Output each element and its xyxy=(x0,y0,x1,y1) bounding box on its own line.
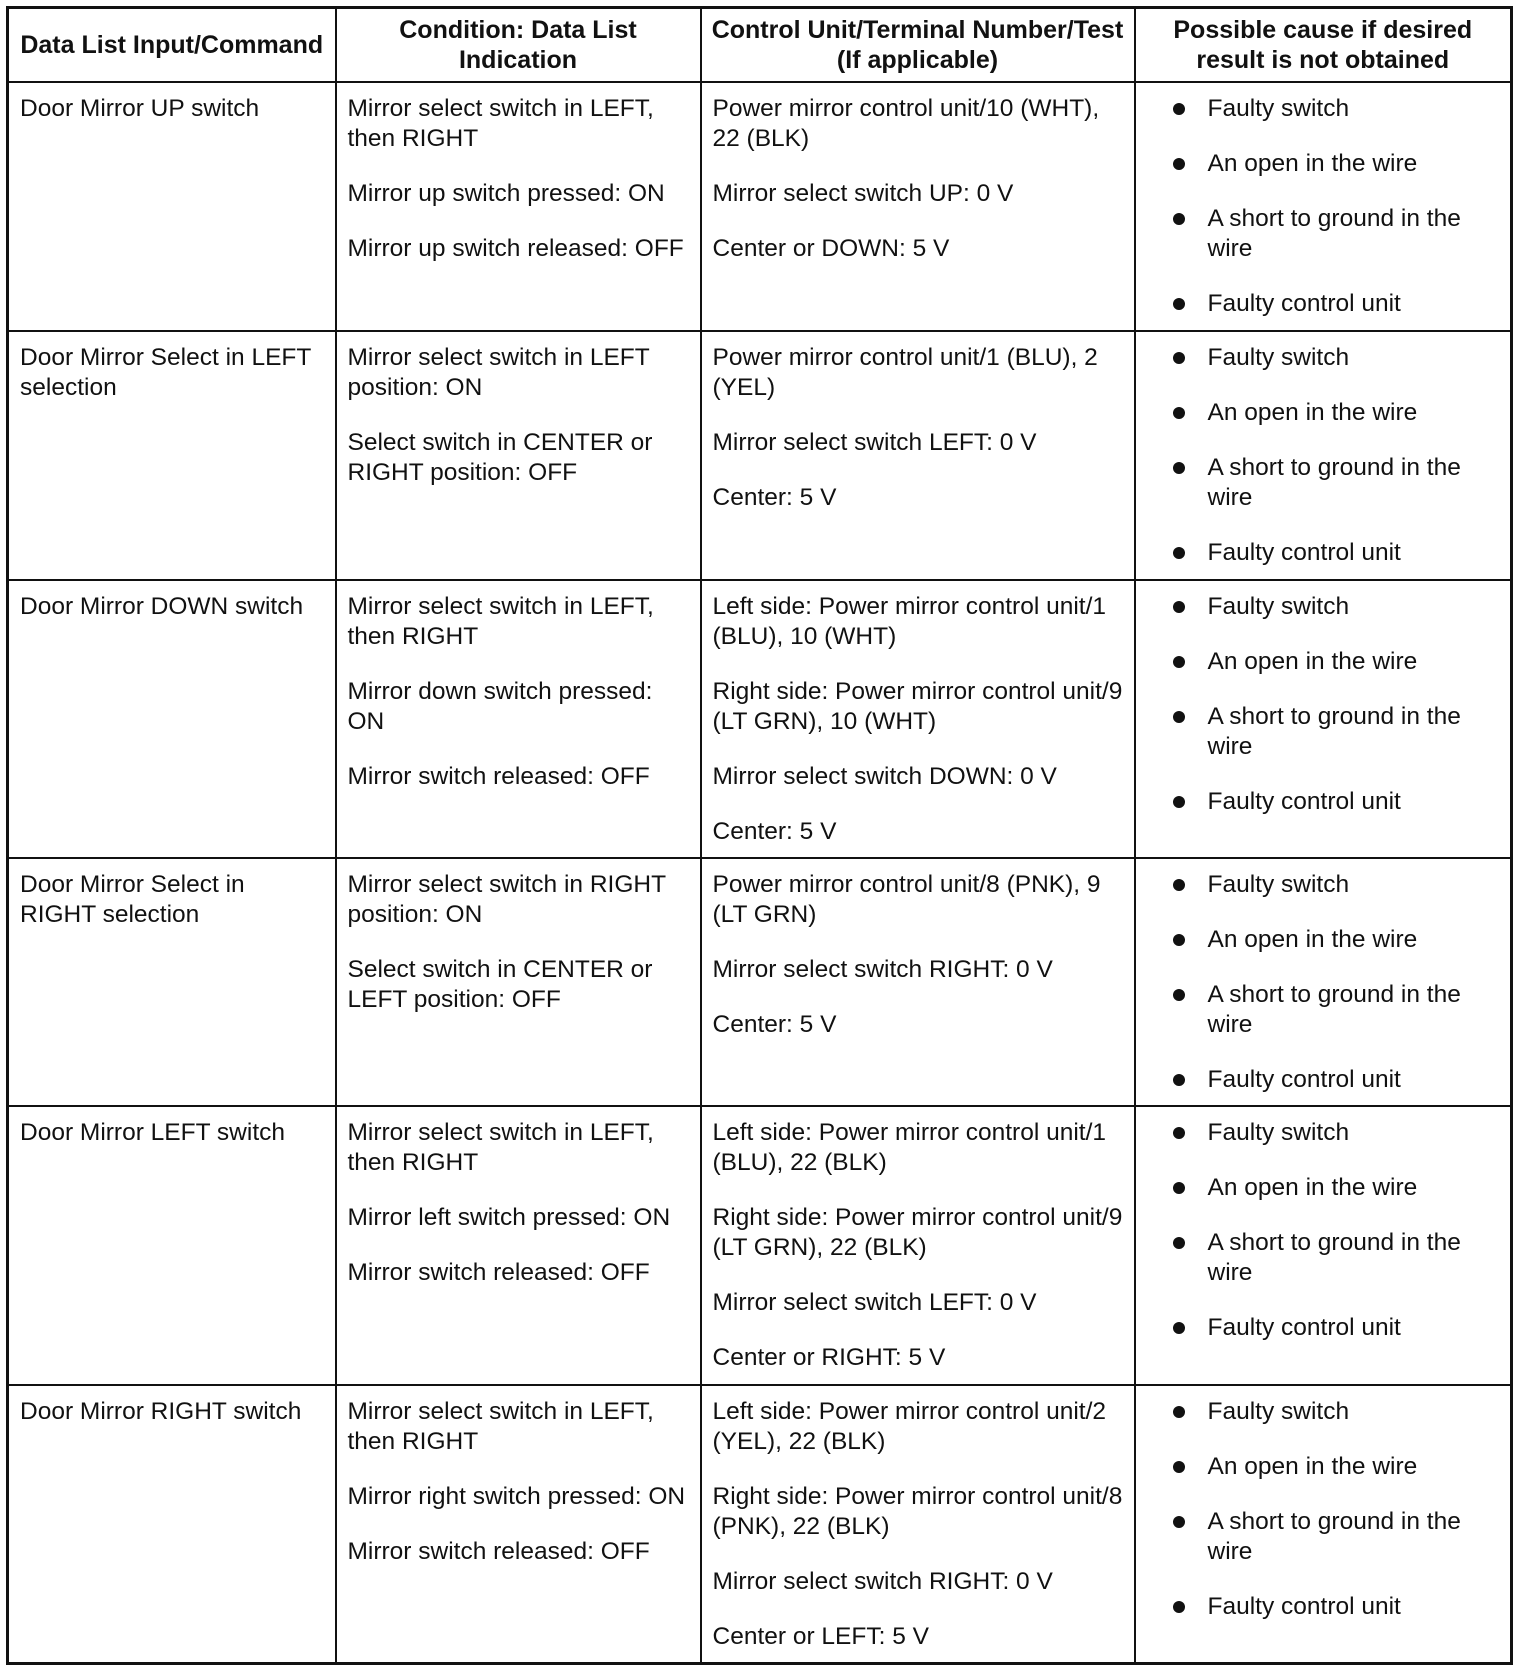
bullet-icon xyxy=(1173,158,1185,170)
input-cell xyxy=(8,858,336,1106)
cause-item xyxy=(1147,343,1501,373)
cause-item xyxy=(1147,980,1501,1040)
condition-text: Mirror switch released: OFF xyxy=(347,1538,650,1565)
condition-cell xyxy=(336,82,701,331)
control-cell xyxy=(701,82,1135,331)
bullet-icon xyxy=(1173,711,1185,723)
bullet-icon xyxy=(1173,103,1185,115)
control-text: Center or RIGHT: 5 V xyxy=(712,1344,946,1371)
control-text: Left side: Power mirror control unit/2 (YEL), 22 (BLK) xyxy=(712,1398,1107,1455)
bullet-icon xyxy=(1173,601,1185,613)
table-row xyxy=(8,858,1512,1106)
cause-text: An open in the wire xyxy=(1207,1174,1418,1201)
control-text: Power mirror control unit/1 (BLU), 2 (YEL) xyxy=(712,344,1098,401)
causes-list xyxy=(1147,343,1501,568)
condition-text: Mirror select switch in LEFT, then RIGHT xyxy=(347,1119,654,1176)
condition-text: Mirror down switch pressed: ON xyxy=(347,678,653,735)
input-cell xyxy=(8,331,336,580)
header-condition: Condition: Data List Indication xyxy=(336,8,701,83)
condition-text: Mirror up switch released: OFF xyxy=(347,235,684,262)
bullet-icon xyxy=(1173,879,1185,891)
condition-text: Select switch in CENTER or RIGHT position: OFF xyxy=(347,429,653,486)
cause-item xyxy=(1147,702,1501,762)
header-control-unit: Control Unit/Terminal Number/Test (If applicable) xyxy=(701,8,1135,83)
condition-cell xyxy=(336,858,701,1106)
bullet-icon xyxy=(1173,213,1185,225)
input-text: Door Mirror UP switch xyxy=(20,95,260,122)
cause-item xyxy=(1147,398,1501,428)
cause-text: Faulty switch xyxy=(1207,871,1350,898)
cause-item xyxy=(1147,1173,1501,1203)
condition-text: Mirror right switch pressed: ON xyxy=(347,1483,686,1510)
control-text: Left side: Power mirror control unit/1 (BLU), 10 (WHT) xyxy=(712,593,1107,650)
bullet-icon xyxy=(1173,1601,1185,1613)
cause-text: A short to ground in the wire xyxy=(1207,1508,1461,1565)
cause-text: Faulty control unit xyxy=(1207,788,1401,815)
control-text: Power mirror control unit/8 (PNK), 9 (LT GRN) xyxy=(712,871,1101,928)
cause-item xyxy=(1147,453,1501,513)
bullet-icon xyxy=(1173,1074,1185,1086)
bullet-icon xyxy=(1173,1516,1185,1528)
control-text: Mirror select switch DOWN: 0 V xyxy=(712,763,1057,790)
control-text: Power mirror control unit/10 (WHT), 22 (BLK) xyxy=(712,95,1100,152)
cause-text: Faulty switch xyxy=(1207,1398,1350,1425)
input-cell xyxy=(8,82,336,331)
condition-text: Select switch in CENTER or LEFT position: OFF xyxy=(347,956,653,1013)
control-text: Right side: Power mirror control unit/9 (LT GRN), 10 (WHT) xyxy=(712,678,1123,735)
cause-text: Faulty control unit xyxy=(1207,1593,1401,1620)
control-text: Right side: Power mirror control unit/8 (PNK), 22 (BLK) xyxy=(712,1483,1123,1540)
bullet-icon xyxy=(1173,1322,1185,1334)
control-text: Mirror select switch UP: 0 V xyxy=(712,180,1014,207)
cause-item xyxy=(1147,1065,1501,1095)
table-row xyxy=(8,1106,1512,1385)
bullet-icon xyxy=(1173,934,1185,946)
cause-text: Faulty control unit xyxy=(1207,290,1401,317)
condition-text: Mirror select switch in LEFT position: ON xyxy=(347,344,650,401)
causes-list xyxy=(1147,1118,1501,1343)
cause-text: A short to ground in the wire xyxy=(1207,205,1461,262)
bullet-icon xyxy=(1173,462,1185,474)
cause-item xyxy=(1147,94,1501,124)
causes-list xyxy=(1147,1397,1501,1622)
cause-text: An open in the wire xyxy=(1207,1453,1418,1480)
cause-item xyxy=(1147,149,1501,179)
control-text: Mirror select switch LEFT: 0 V xyxy=(712,1289,1037,1316)
condition-text: Mirror select switch in LEFT, then RIGHT xyxy=(347,593,654,650)
causes-list xyxy=(1147,870,1501,1095)
table-row xyxy=(8,82,1512,331)
control-text: Left side: Power mirror control unit/1 (BLU), 22 (BLK) xyxy=(712,1119,1107,1176)
cause-item xyxy=(1147,925,1501,955)
input-cell xyxy=(8,580,336,858)
cause-text: An open in the wire xyxy=(1207,399,1418,426)
control-text: Center: 5 V xyxy=(712,484,837,511)
control-text: Center or DOWN: 5 V xyxy=(712,235,950,262)
control-text: Mirror select switch LEFT: 0 V xyxy=(712,429,1037,456)
control-text: Center: 5 V xyxy=(712,818,837,845)
cause-text: A short to ground in the wire xyxy=(1207,703,1461,760)
cause-item xyxy=(1147,1507,1501,1567)
condition-text: Mirror select switch in RIGHT position: ON xyxy=(347,871,666,928)
control-text: Right side: Power mirror control unit/9 (LT GRN), 22 (BLK) xyxy=(712,1204,1123,1261)
causes-cell xyxy=(1135,331,1512,580)
bullet-icon xyxy=(1173,1127,1185,1139)
cause-item xyxy=(1147,870,1501,900)
bullet-icon xyxy=(1173,352,1185,364)
header-possible-cause: Possible cause if desired result is not obtained xyxy=(1135,8,1512,83)
cause-item xyxy=(1147,1452,1501,1482)
condition-cell xyxy=(336,331,701,580)
bullet-icon xyxy=(1173,656,1185,668)
cause-item xyxy=(1147,1592,1501,1622)
cause-item xyxy=(1147,647,1501,677)
condition-cell xyxy=(336,1385,701,1663)
diagnostic-data-list-table xyxy=(6,6,1513,1665)
cause-item xyxy=(1147,289,1501,319)
bullet-icon xyxy=(1173,298,1185,310)
table-row xyxy=(8,331,1512,580)
cause-item xyxy=(1147,204,1501,264)
control-text: Center: 5 V xyxy=(712,1011,837,1038)
input-cell xyxy=(8,1106,336,1385)
bullet-icon xyxy=(1173,1461,1185,1473)
condition-text: Mirror switch released: OFF xyxy=(347,1259,650,1286)
causes-cell xyxy=(1135,82,1512,331)
cause-item xyxy=(1147,1397,1501,1427)
causes-cell xyxy=(1135,580,1512,858)
bullet-icon xyxy=(1173,1237,1185,1249)
bullet-icon xyxy=(1173,547,1185,559)
control-cell xyxy=(701,1106,1135,1385)
control-cell xyxy=(701,331,1135,580)
control-text: Mirror select switch RIGHT: 0 V xyxy=(712,1568,1053,1595)
causes-cell xyxy=(1135,1385,1512,1663)
cause-text: A short to ground in the wire xyxy=(1207,981,1461,1038)
header-data-list-input: Data List Input/Command xyxy=(8,8,336,83)
condition-text: Mirror switch released: OFF xyxy=(347,763,650,790)
bullet-icon xyxy=(1173,1182,1185,1194)
bullet-icon xyxy=(1173,989,1185,1001)
cause-item xyxy=(1147,1313,1501,1343)
causes-cell xyxy=(1135,858,1512,1106)
table-row xyxy=(8,580,1512,858)
causes-list xyxy=(1147,592,1501,817)
bullet-icon xyxy=(1173,407,1185,419)
condition-text: Mirror select switch in LEFT, then RIGHT xyxy=(347,95,654,152)
input-cell xyxy=(8,1385,336,1663)
control-cell xyxy=(701,580,1135,858)
input-text: Door Mirror Select in RIGHT selection xyxy=(20,871,245,928)
header-row xyxy=(8,8,1512,83)
cause-item xyxy=(1147,1118,1501,1148)
cause-item xyxy=(1147,538,1501,568)
cause-item xyxy=(1147,1228,1501,1288)
cause-text: Faulty switch xyxy=(1207,95,1350,122)
cause-text: Faulty control unit xyxy=(1207,1066,1401,1093)
control-cell xyxy=(701,858,1135,1106)
table-row xyxy=(8,1385,1512,1663)
cause-text: Faulty switch xyxy=(1207,1119,1350,1146)
condition-cell xyxy=(336,580,701,858)
condition-text: Mirror up switch pressed: ON xyxy=(347,180,665,207)
cause-text: Faulty control unit xyxy=(1207,1314,1401,1341)
control-text: Mirror select switch RIGHT: 0 V xyxy=(712,956,1053,983)
cause-text: An open in the wire xyxy=(1207,150,1418,177)
cause-text: A short to ground in the wire xyxy=(1207,454,1461,511)
cause-item xyxy=(1147,787,1501,817)
condition-text: Mirror select switch in LEFT, then RIGHT xyxy=(347,1398,654,1455)
condition-text: Mirror left switch pressed: ON xyxy=(347,1204,671,1231)
cause-text: An open in the wire xyxy=(1207,926,1418,953)
control-text: Center or LEFT: 5 V xyxy=(712,1623,930,1650)
input-text: Door Mirror RIGHT switch xyxy=(20,1398,302,1425)
control-cell xyxy=(701,1385,1135,1663)
input-text: Door Mirror DOWN switch xyxy=(20,593,304,620)
causes-cell xyxy=(1135,1106,1512,1385)
cause-item xyxy=(1147,592,1501,622)
input-text: Door Mirror Select in LEFT selection xyxy=(20,344,311,401)
bullet-icon xyxy=(1173,796,1185,808)
causes-list xyxy=(1147,94,1501,319)
condition-cell xyxy=(336,1106,701,1385)
bullet-icon xyxy=(1173,1406,1185,1418)
cause-text: Faulty switch xyxy=(1207,593,1350,620)
cause-text: An open in the wire xyxy=(1207,648,1418,675)
cause-text: Faulty switch xyxy=(1207,344,1350,371)
input-text: Door Mirror LEFT switch xyxy=(20,1119,286,1146)
cause-text: A short to ground in the wire xyxy=(1207,1229,1461,1286)
cause-text: Faulty control unit xyxy=(1207,539,1401,566)
